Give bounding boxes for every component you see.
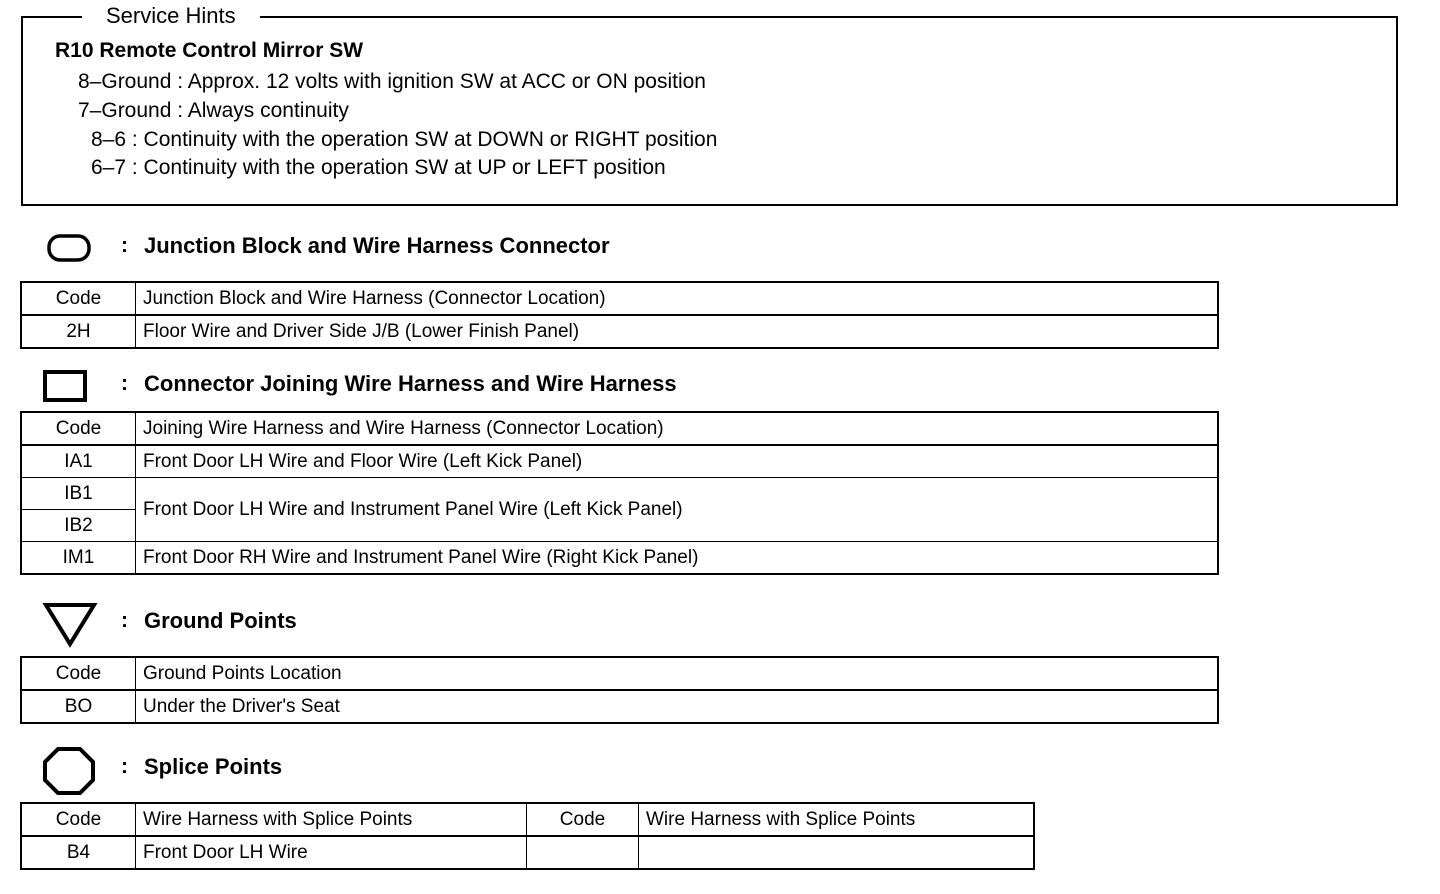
- junction-heading: Junction Block and Wire Harness Connector: [144, 233, 610, 258]
- table-header-row: [22, 283, 1218, 316]
- code-cell: IM1: [22, 542, 136, 574]
- table-header-row: [22, 804, 1034, 837]
- section-colon: :: [121, 234, 128, 257]
- header-cell: Joining Wire Harness and Wire Harness (Connector Location): [136, 413, 1218, 446]
- location-cell: Front Door LH Wire and Floor Wire (Left Kick Panel): [136, 445, 1218, 478]
- section-colon: :: [121, 372, 128, 395]
- code-cell: B4: [22, 836, 136, 869]
- header-cell: Code: [22, 283, 136, 316]
- service-hint-line: 8–Ground : Approx. 12 volts with ignition SW at ACC or ON position: [78, 70, 706, 93]
- ground-table: [21, 657, 1218, 723]
- code-cell: 2H: [22, 315, 136, 348]
- location-cell: Under the Driver's Seat: [136, 690, 1218, 723]
- service-hint-title: R10 Remote Control Mirror SW: [55, 39, 364, 62]
- service-hints-legend: Service Hints: [82, 2, 260, 30]
- joining-table: [21, 412, 1218, 574]
- service-hint-line: 6–7 : Continuity with the operation SW at UP or LEFT position: [91, 156, 666, 179]
- code-cell: BO: [22, 690, 136, 723]
- header-cell: Wire Harness with Splice Points: [639, 804, 1034, 837]
- table-header-row: [22, 658, 1218, 691]
- triangle-down-icon: [42, 601, 98, 649]
- harness-cell: [639, 836, 1034, 869]
- header-cell: Code: [22, 413, 136, 446]
- header-cell: Code: [22, 804, 136, 837]
- harness-cell: Front Door LH Wire: [136, 836, 527, 869]
- location-cell: Front Door LH Wire and Instrument Panel Wire (Left Kick Panel): [136, 478, 1218, 542]
- header-cell: Junction Block and Wire Harness (Connector Location): [136, 283, 1218, 316]
- table-row: [22, 315, 1218, 348]
- location-cell: Front Door RH Wire and Instrument Panel Wire (Right Kick Panel): [136, 542, 1218, 574]
- splice-heading: Splice Points: [144, 754, 283, 779]
- junction-table: [21, 282, 1218, 348]
- header-cell: Code: [22, 658, 136, 691]
- ground-heading: Ground Points: [144, 608, 297, 633]
- joining-heading: Connector Joining Wire Harness and Wire Harness: [144, 371, 677, 396]
- rounded-rect-icon: [46, 233, 92, 263]
- code-cell: IA1: [22, 445, 136, 478]
- table-row: [22, 542, 1218, 574]
- code-cell: [527, 836, 639, 869]
- location-cell: Floor Wire and Driver Side J/B (Lower Finish Panel): [136, 315, 1218, 348]
- service-hint-line: 8–6 : Continuity with the operation SW at DOWN or RIGHT position: [91, 128, 718, 151]
- code-cell: IB2: [22, 510, 136, 542]
- square-icon: [43, 370, 88, 403]
- table-header-row: [22, 413, 1218, 446]
- octagon-icon: [42, 746, 96, 796]
- table-row: [22, 836, 1034, 869]
- code-cell: IB1: [22, 478, 136, 510]
- splice-table: [21, 803, 1034, 869]
- service-hint-line: 7–Ground : Always continuity: [78, 99, 349, 122]
- table-row: [22, 478, 1218, 510]
- header-cell: Wire Harness with Splice Points: [136, 804, 527, 837]
- header-cell: Ground Points Location: [136, 658, 1218, 691]
- table-row: [22, 690, 1218, 723]
- section-colon: :: [121, 609, 128, 632]
- header-cell: Code: [527, 804, 639, 837]
- section-colon: :: [121, 755, 128, 778]
- table-row: [22, 445, 1218, 478]
